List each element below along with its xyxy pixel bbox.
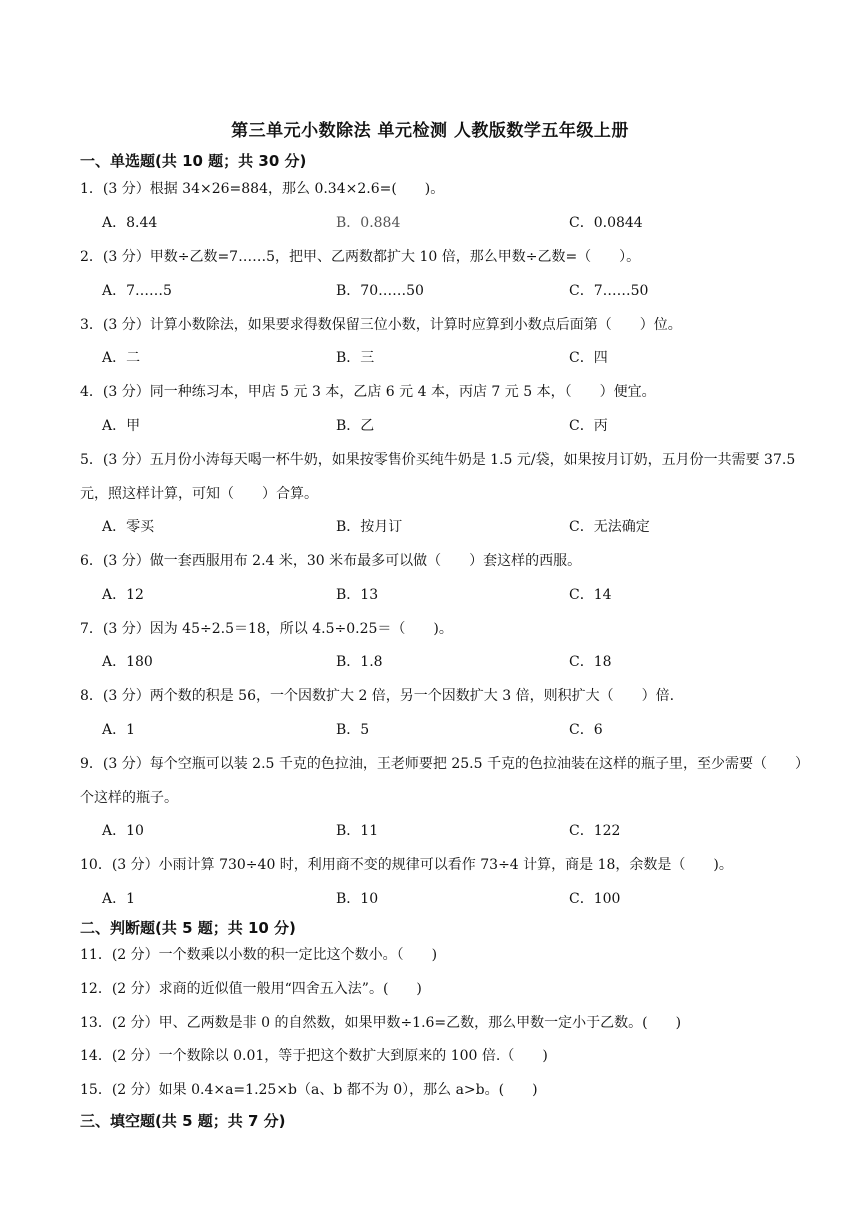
option-b: B．10 bbox=[336, 891, 379, 907]
option-c: C．100 bbox=[569, 891, 621, 907]
question-8-options bbox=[102, 718, 802, 742]
option-a: A．8.44 bbox=[102, 215, 158, 231]
option-b: B．三 bbox=[336, 350, 375, 366]
question-15: 15．(2 分）如果 0.4×a=1.25×b（a、b 都不为 0），那么 a>b。( ) bbox=[80, 1082, 538, 1098]
question-4-options bbox=[102, 414, 802, 438]
question-10-options bbox=[102, 887, 802, 911]
question-2: 2．(3 分）甲数÷乙数=7……5，把甲、乙两数都扩大 10 倍，那么甲数÷乙数=（ ）。 bbox=[80, 249, 641, 265]
document-title: 第三单元小数除法 单元检测 人教版数学五年级上册 bbox=[231, 121, 629, 141]
question-7-options bbox=[102, 650, 802, 674]
question-5: 5．(3 分）五月份小涛每天喝一杯牛奶，如果按零售价买纯牛奶是 1.5 元/袋，如果按月订奶，五月份一共需要 37.5 元，照这样计算，可知（ ）合算。 bbox=[80, 452, 796, 502]
option-c: C．6 bbox=[569, 722, 603, 738]
question-5-options bbox=[102, 515, 802, 539]
option-c: C．丙 bbox=[569, 418, 608, 434]
question-6-options bbox=[102, 583, 802, 607]
question-3-options bbox=[102, 346, 802, 370]
question-9: 9．(3 分）每个空瓶可以装 2.5 千克的色拉油，王老师要把 25.5 千克的色拉油装在这样的瓶子里，至少需要（ ）个这样的瓶子。 bbox=[80, 756, 809, 806]
option-b: B．乙 bbox=[336, 418, 375, 434]
option-a: A．零买 bbox=[102, 519, 155, 535]
section-heading-fill-in: 三、填空题(共 5 题；共 7 分) bbox=[80, 1112, 286, 1130]
question-8: 8．(3 分）两个数的积是 56，一个因数扩大 2 倍，另一个因数扩大 3 倍，则积扩大（ ）倍. bbox=[80, 688, 675, 704]
question-11: 11．(2 分）一个数乘以小数的积一定比这个数小。（ ) bbox=[80, 947, 438, 963]
option-a: A．1 bbox=[102, 722, 136, 738]
option-b: B．70……50 bbox=[336, 283, 424, 299]
option-b: B．1.8 bbox=[336, 654, 383, 670]
question-10: 10．(3 分）小雨计算 730÷40 时，利用商不变的规律可以看作 73÷4 计算，商是 18，余数是（ )。 bbox=[80, 857, 733, 873]
option-a: A．180 bbox=[102, 654, 153, 670]
option-b: B．11 bbox=[336, 823, 379, 839]
option-a: A．甲 bbox=[102, 418, 141, 434]
option-a: A．1 bbox=[102, 891, 136, 907]
option-b: B．0.884 bbox=[336, 215, 401, 231]
option-b: B．按月订 bbox=[336, 519, 403, 535]
option-c: C．122 bbox=[569, 823, 621, 839]
question-2-options bbox=[102, 279, 802, 303]
option-a: A．7……5 bbox=[102, 283, 172, 299]
question-9-options bbox=[102, 819, 802, 843]
option-c: C．无法确定 bbox=[569, 519, 650, 535]
question-12: 12．(2 分）求商的近似值一般用“四舍五入法”。( ) bbox=[80, 981, 422, 997]
option-a: A．12 bbox=[102, 587, 144, 603]
question-3: 3．(3 分）计算小数除法，如果要求得数保留三位小数，计算时应算到小数点后面第（ ）位。 bbox=[80, 317, 682, 333]
question-1-options bbox=[102, 211, 802, 235]
option-c: C．0.0844 bbox=[569, 215, 643, 231]
option-c: C．18 bbox=[569, 654, 612, 670]
question-13: 13．(2 分）甲、乙两数是非 0 的自然数，如果甲数÷1.6=乙数，那么甲数一定小于乙数。( ) bbox=[80, 1015, 682, 1031]
question-6: 6．(3 分）做一套西服用布 2.4 米，30 米布最多可以做（ ）套这样的西服。 bbox=[80, 553, 582, 569]
option-a: A．二 bbox=[102, 350, 141, 366]
option-c: C．7……50 bbox=[569, 283, 649, 299]
question-14: 14．(2 分）一个数除以 0.01，等于把这个数扩大到原来的 100 倍.（ ) bbox=[80, 1048, 548, 1064]
question-7: 7．(3 分）因为 45÷2.5＝18，所以 4.5÷0.25＝（ )。 bbox=[80, 621, 453, 637]
option-a: A．10 bbox=[102, 823, 144, 839]
option-b: B．5 bbox=[336, 722, 370, 738]
question-4: 4．(3 分）同一种练习本，甲店 5 元 3 本，乙店 6 元 4 本，丙店 7 元 5 本，（ ）便宜。 bbox=[80, 384, 656, 400]
option-c: C．四 bbox=[569, 350, 608, 366]
section-heading-true-false: 二、判断题(共 5 题；共 10 分) bbox=[80, 919, 296, 937]
option-c: C．14 bbox=[569, 587, 612, 603]
section-heading-single-choice: 一、单选题(共 10 题；共 30 分) bbox=[80, 152, 307, 170]
option-b: B．13 bbox=[336, 587, 379, 603]
question-1: 1．(3 分）根据 34×26=884，那么 0.34×2.6=( )。 bbox=[80, 181, 445, 197]
